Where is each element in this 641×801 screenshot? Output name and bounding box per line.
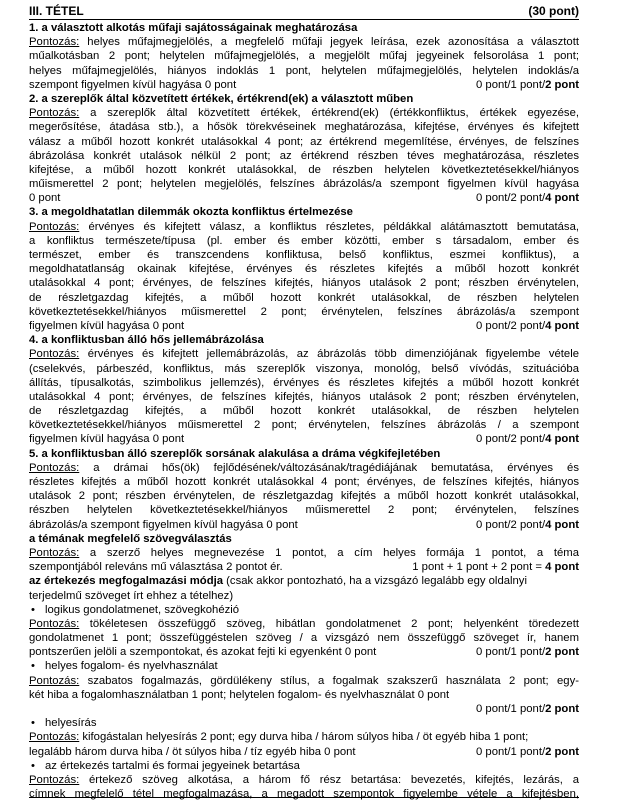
text-line [29,135,579,149]
text-line [29,149,579,163]
score-range [470,78,579,92]
text-line [29,589,579,603]
line-text: következtetésekkel/hiányos műismerettel 2 pont; érvénytelen, felszínes ábrázolás / a szempont [29,419,579,432]
line-text: szempont figyelmen kívül hagyása 0 pont [29,78,237,91]
line-text: értekező szöveg alkotása, a három fő rész betartása: bevezetés, kifejtés, lezárás, a [79,773,579,786]
line-text: állítás, típusalkotás, szimbolikus jellemzés), érvényes és részletes kifejtés a műből hozott konkrét [29,376,579,389]
text-line [29,773,579,787]
text-line [29,234,579,248]
line-text: a szereplők által közvetített értékek, értékrend(ek) (értékkonfliktus, értékek egyezése, [79,107,579,120]
line-text: részletes kifejtés a műből hozott konkrét utalásokkal 4 pont; érvényes, de felszínes kifejtés, hiányos [29,476,579,488]
criterion-heading [29,333,579,347]
score-max: 2 pont [545,703,579,715]
score-range-text: 0 pont/2 pont/ [476,433,546,446]
line-text: a témának megfelelő szövegválasztás [29,532,232,545]
score-range-text: 0 pont/1 pont/ [476,78,546,91]
text-line [29,787,579,801]
text-line [29,546,579,560]
line-text: következtetésekkel/hiányos műismerettel 2 pont; érvénytelen, felszínes ábrázolás/a szempont [29,305,579,318]
line-text: 0 pont [29,192,61,205]
line-text: figyelmen kívül hagyása 0 pont [29,319,185,332]
scoring-label: Pontozás: [29,348,80,361]
text-line [29,177,579,191]
text-line [29,688,579,702]
text-line [29,518,579,532]
line-text: műalkotásban 2 pont; helytelen műfajmegjelölés, a megjelölt műfaj jegyeinek felsorolása 1 pont; [29,50,579,63]
bullet-item [29,716,579,730]
text-line [29,276,579,290]
score-max: 2 pont [545,745,579,758]
line-text: pontszerűen jelöli a szempontokat, és azokat fejti ki egyenként 0 pont [29,646,377,659]
line-text: figyelmen kívül hagyása 0 pont [29,433,185,446]
bullet-item [29,759,579,773]
score-range [470,645,579,659]
score-range-text: 0 pont/1 pont/ [476,745,546,758]
line-text: 5. a konfliktusban álló szereplők sorsának alakulása a dráma végkifejletében [29,447,441,460]
score-range-text: 0 pont/1 pont/ [476,703,546,715]
criteria-body [29,21,579,801]
score-max: 2 pont [545,78,579,91]
text-line [29,745,579,759]
line-text: helyesírás [45,717,97,730]
text-line [29,347,579,361]
grading-page [29,4,579,801]
text-line [29,432,579,446]
text-line [29,291,579,305]
text-line [29,248,579,262]
line-text: de részletgazdag kifejtés, a műből hozott konkrét utalásokkal, de részben helytelen [29,291,579,304]
criterion-heading [29,21,579,35]
line-text: gondolatmenet 1 pont; összefüggéstelen szöveg / a vizsgázó nem összefüggő szöveget ír, hanem [29,632,579,645]
text-line [29,49,579,63]
text-line [29,362,579,376]
line-text: két hiba a fogalomhasználatban 1 pont; helytelen fogalom- és nyelvhasználat 0 pont [29,688,450,701]
line-text: helyes műfajmegjelölés, a megfelelő műfaji jegyek leírása, ezek azonosítása a választott [79,36,579,49]
text-line [29,35,579,49]
line-text: érvényes és kifejtett jellemábrázolás, az ábrázolás több dimenziójának figyelembe vétele [79,348,579,361]
text-line [29,702,579,716]
line-text: érvényes és kifejtett válasz, a konfliktus részletes, példákkal alátámasztott bemutatása, [79,220,579,233]
score-range-text: 0 pont/2 pont/ [476,192,546,205]
line-text: de részletgazdag kifejtés, a műből hozott konkrét utalásokkal, de részben helytelen [29,405,579,418]
text-line [29,645,579,659]
section-header [29,4,579,20]
line-text: 4. a konfliktusban álló hős jellemábrázolása [29,334,264,347]
line-text: a drámai hős(ök) fejlődésének/változásának/tragédiájának bemutatása, érvényes és [79,461,579,474]
line-text: tökéletesen összefüggő szöveg, hibátlan gondolatmenet 2 pont; helyenként töredezett [79,617,579,630]
text-line [29,574,579,588]
criterion-heading [29,205,579,219]
criterion-heading [29,532,579,546]
score-max: 4 pont [545,319,579,332]
text-line [29,319,579,333]
text-line [29,404,579,418]
score-range-text: 0 pont/1 pont/ [476,646,546,659]
text-line [29,120,579,134]
text-line [29,475,579,489]
score-max: 2 pont [545,646,579,659]
line-text: 3. a megoldhatatlan dilemmák okozta konfliktus értelmezése [29,206,353,219]
scoring-label: Pontozás: [29,461,80,474]
line-text: utalásokkal 4 pont; érvényes, de felszínes kifejtés, hiányos utalások 2 pont; részben érvénytelen, [29,390,579,403]
score-range [470,518,579,532]
line-text: helyes műfajmegjelölés, hiányos indoklás 1 pont, helytelen műfajmegjelölés, helytelen indoklás/a [29,64,579,77]
text-line [29,191,579,205]
text-line [29,78,579,92]
text-line [29,305,579,319]
line-text: logikus gondolatmenet, szövegkohézió [45,603,240,616]
criterion-heading [29,447,579,461]
score-range [470,745,579,759]
score-max: 4 pont [545,192,579,205]
line-text: műismerettel 2 pont; helytelen megjelölés, felszínes ábrázolás/a szempont figyelmen kívül hagyása [29,178,579,191]
line-text: utalásokkal 4 pont; érvényes, de felszínes kifejtés, hiányos utalások 2 pont; részben érvénytelen, [29,277,579,290]
score-range [470,191,579,205]
score-range [470,432,579,446]
line-text: megoldhatatlanság okainak kifejtése, érvényes és részletes kifejtés a műből hozott konkrét [29,263,579,276]
line-text: válasz a műből hozott konkrét utalásokkal 4 pont; az értékrend megemlítése, érvényes, de felszínes [29,135,579,148]
line-text: részben helytelen következtetésekkel/hiányos műismerettel 2 pont; érvénytelen, felszínes [29,504,579,517]
line-text: kifogástalan helyesírás 2 pont; egy durva hiba / három súlyos hiba / öt egyéb hiba 1 pont; [79,731,529,744]
scoring-label: Pontozás: [29,36,80,49]
page-bottom-rule [29,797,579,798]
line-text: legalább három durva hiba / öt súlyos hiba / tíz egyéb hiba 0 pont [29,745,356,758]
section-points: (30 pont) [528,4,579,18]
scoring-label: Pontozás: [29,220,80,233]
text-line [29,631,579,645]
text-line [29,163,579,177]
text-line [29,617,579,631]
line-text: ábrázolása konkrét utalások nélkül 2 pont; az értékrend részben téves meghatározása, részletes [29,149,579,162]
scoring-label: Pontozás: [29,674,80,687]
text-line [29,503,579,517]
score-max: 4 pont [545,561,579,574]
text-line [29,418,579,432]
bullet-item [29,659,579,673]
bullet-item [29,603,579,617]
text-line [29,376,579,390]
line-text: (cselekvés, párbeszéd, konfliktus, más szereplők viszonya, monológ, belső vívódás, szituációba [29,362,579,375]
line-text: ábrázolás/a szempont figyelmen kívül hagyása 0 pont [29,518,298,531]
text-line [29,390,579,404]
line-text: címnek megfelelő tétel megfogalmazása, a megadott szempontok figyelembe vétele a kifejtésben, [29,788,579,801]
text-line [29,220,579,234]
text-line [29,262,579,276]
line-text: szabatos fogalmazás, gördülékeny stílus, a fogalmak szakszerű használata 2 pont; egy- [79,674,579,687]
score-range [406,560,579,574]
score-range-text: 0 pont/2 pont/ [476,518,546,531]
line-text: a szerző helyes megnevezése 1 pontot, a cím helyes formája 1 pontot, a téma [79,546,579,559]
text-line [29,560,579,574]
line-text: terjedelmű szöveget írt ehhez a tételhez) [29,589,234,602]
score-max: 4 pont [545,518,579,531]
text-line [29,106,579,120]
score-range [470,319,579,333]
criterion-heading [29,92,579,106]
scoring-label: Pontozás: [29,731,80,744]
line-text: 2. a szereplők által közvetített értékek, értékrend(ek) a választott műben [29,92,414,105]
score-max: 4 pont [545,433,579,446]
score-range-text: 0 pont/2 pont/ [476,319,546,332]
text-line [29,674,579,688]
scoring-label: Pontozás: [29,107,80,120]
line-text: utalások 2 pont; részben érvénytelen, de részletgazdag kifejtés a műből hozott konkrét utalásokkal, [29,490,579,503]
line-text: (csak akkor pontozható, ha a vizsgázó legalább egy oldalnyi [223,575,527,588]
scoring-label: Pontozás: [29,546,80,559]
text-line [29,730,579,744]
line-text: az értekezés tartalmi és formai jegyeinek betartása [45,759,300,772]
line-text: természet, ember és transzcendens konfliktusa, belső konfliktus, eszmei konfliktus), a [29,249,579,261]
line-text: megerősítése, átadása stb.), a hősök törekvéseinek meghatározása, kifejtése, érvényes és kifejtett [29,121,579,134]
line-text: 1. a választott alkotás műfaji sajátosságainak meghatározása [29,22,358,34]
line-text: a konfliktus természete/típusa (pl. ember és ember közötti, ember s társadalom, ember és [29,234,579,247]
score-range [470,702,579,716]
bold-lead: az értekezés megfogalmazási módja [29,575,224,588]
scoring-label: Pontozás: [29,617,80,630]
line-text: helyes fogalom- és nyelvhasználat [45,660,218,673]
scoring-label: Pontozás: [29,773,80,786]
section-title: III. TÉTEL [29,4,84,18]
text-line [29,489,579,503]
line-text: szempontjából releváns mű választása 2 pontot ér. [29,561,283,574]
score-range-text: 1 pont + 1 pont + 2 pont = [412,561,546,574]
text-line [29,64,579,78]
line-text: kifejtése, a műből hozott konkrét utalásokkal, de részben helytelen következtetésekkel/hiányos [29,163,579,176]
text-line [29,461,579,475]
